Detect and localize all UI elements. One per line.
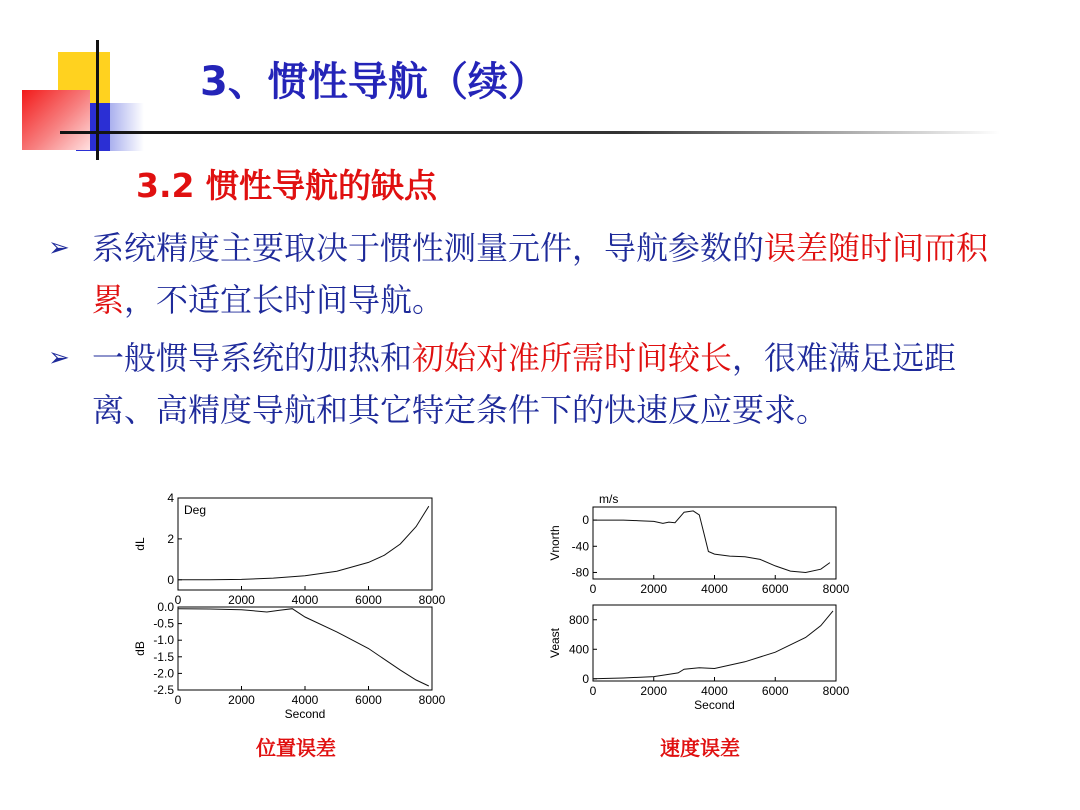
x-tick-label: 6000 [355,693,382,707]
bullet-text-normal: 系统精度主要取决于惯性测量元件，导航参数的 [92,229,765,267]
x-tick-label: 0 [174,693,182,707]
chart-panel-1 [133,600,446,721]
x-tick-label: 4000 [701,582,728,596]
x-tick-label: 2000 [228,593,255,607]
x-tick-label: 2000 [640,582,668,596]
y-tick-label: 0 [582,513,589,528]
position-error-charts [130,490,460,730]
x-tick-label: 8000 [418,693,446,707]
y-axis-label: Veast [548,627,562,659]
y-axis-label: Vnorth [548,525,562,561]
x-tick-label: 8000 [418,593,446,607]
x-tick-label: 2000 [228,693,255,707]
y-tick-label: 400 [568,642,589,657]
y-tick-label: 0 [167,572,174,587]
y-tick-label: 0.0 [157,600,174,614]
y-tick-label: -0.5 [153,616,174,631]
bullet-text-highlight: 初始对准所需时间较长 [412,339,733,377]
bullet-text-normal: 一般惯导系统的加热和 [92,339,413,377]
bullet-text-normal: ，很难满足远距离、高精度导航和其它特定条件下的快速反应要求。 [92,339,957,429]
section-subtitle: 3.2 惯性导航的缺点 [136,166,437,205]
x-tick-label: 6000 [761,684,789,698]
x-tick-label: 6000 [355,593,382,607]
y-tick-label: 0 [582,671,589,686]
x-tick-label: 0 [589,684,597,698]
vertical-rule [96,40,99,160]
plot-frame [178,607,432,690]
arrow-bullet-icon: ➢ [48,343,70,373]
bullet-point-1 [48,222,1008,326]
y-tick-label: -2.5 [153,683,174,697]
y-tick-label: -1.0 [153,633,174,648]
x-tick-label: 6000 [761,582,789,596]
x-axis-label: Second [694,698,735,712]
y-axis-label: dL [133,537,147,551]
bullet-text-highlight: 误差随时间而积累 [92,229,989,319]
y-axis-label: dB [133,641,147,656]
bullet-text [48,222,1008,326]
page-title: 3、惯性导航（续） [200,59,548,105]
y-tick-label: 800 [568,612,589,627]
x-tick-label: 0 [589,582,597,596]
bullet-text-normal: ，不适宜长时间导航。 [124,281,445,319]
y-tick-label: -80 [571,565,589,580]
y-tick-label: -1.5 [153,649,174,664]
plot-frame [593,507,836,579]
velocity-error-charts [545,490,875,735]
bullet-point-2 [48,332,1008,436]
y-tick-label: -2.0 [153,666,174,681]
x-axis-label: Second [284,707,326,721]
series-line [178,506,429,580]
x-tick-label: 4000 [291,693,319,707]
plot-frame [593,605,836,681]
x-tick-label: 8000 [822,684,850,698]
series-line [593,611,833,679]
x-tick-label: 4000 [291,593,319,607]
blue-fade-decoration [110,103,144,151]
y-tick-label: 2 [167,531,174,546]
chart-panel-0 [133,491,446,607]
position-error-caption: 位置误差 [256,736,336,760]
series-line [178,609,429,686]
arrow-bullet-icon: ➢ [48,233,70,263]
unit-label: Deg [184,503,207,517]
unit-label: m/s [599,492,619,506]
chart-panel-2 [548,492,850,596]
chart-panel-3 [548,605,850,712]
x-tick-label: 2000 [640,684,668,698]
velocity-error-caption: 速度误差 [660,736,740,760]
y-tick-label: 4 [167,491,174,505]
y-tick-label: -40 [571,539,589,554]
x-tick-label: 8000 [822,582,850,596]
red-square-decoration [22,90,90,150]
x-tick-label: 0 [174,593,182,607]
bullet-text [48,332,1008,436]
series-line [593,511,830,573]
title-underline-rule [60,131,1000,134]
x-tick-label: 4000 [701,684,728,698]
